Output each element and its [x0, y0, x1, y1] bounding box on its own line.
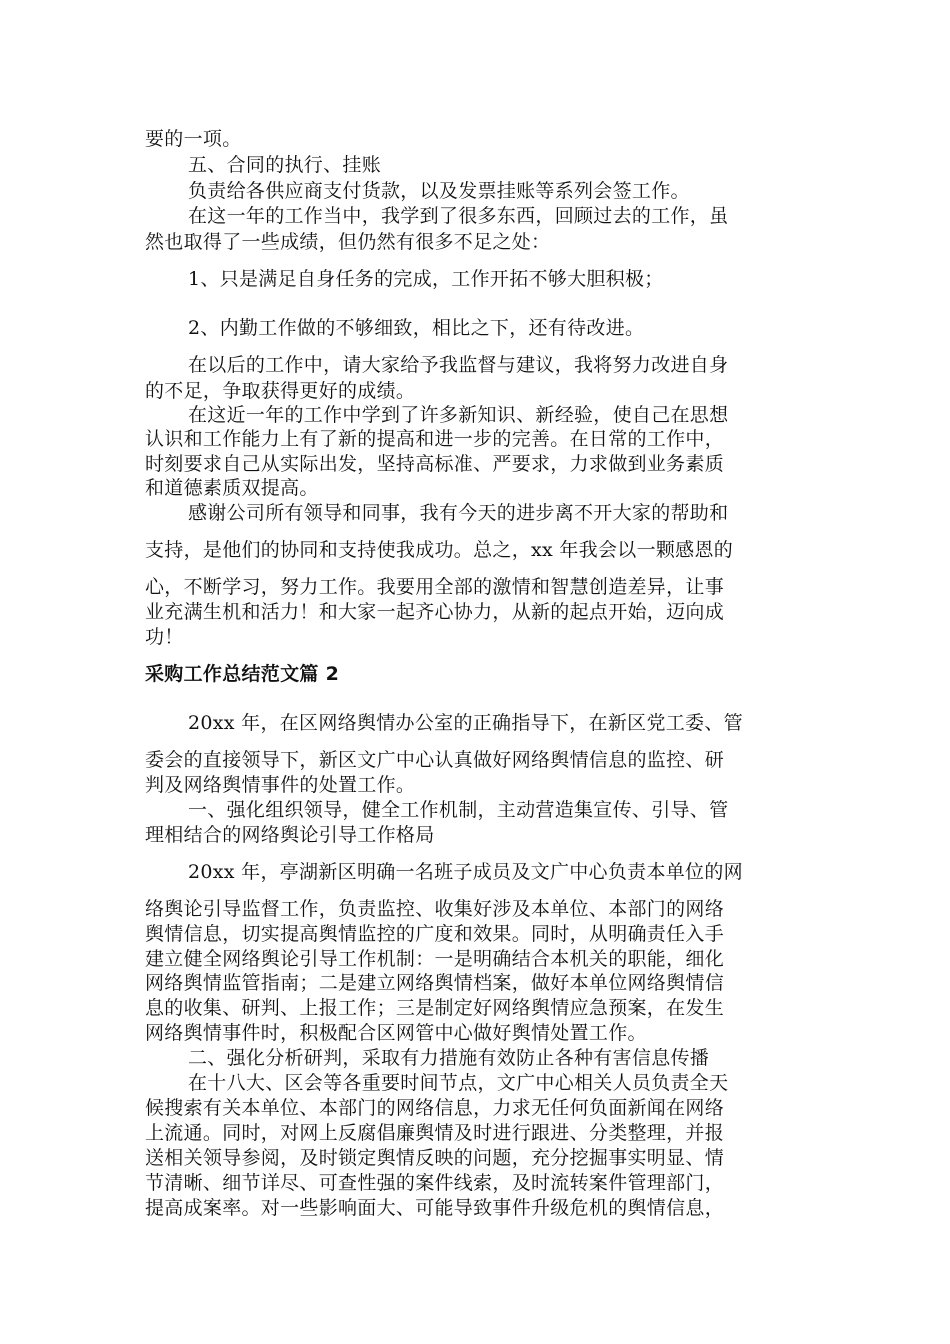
section-heading: 理相结合的网络舆论引导工作格局	[145, 824, 435, 846]
text-line: 建立健全网络舆论引导工作机制：一是明确结合本机关的职能，细化	[145, 948, 725, 970]
text-line: 舆情信息，切实提高舆情监控的广度和效果。同时，从明确责任入手	[145, 923, 725, 945]
text-line: 网络舆情事件时，积极配合区网管中心做好舆情处置工作。	[145, 1022, 647, 1044]
article-title: 采购工作总结范文篇 2	[145, 663, 340, 685]
paragraph-start: 感谢公司所有领导和同事，我有今天的进步离不开大家的帮助和	[188, 502, 729, 524]
text-line: 送相关领导参阅，及时锁定舆情反映的问题，充分挖掘事实明显、情	[145, 1147, 725, 1169]
text-line: 然也取得了一些成绩，但仍然有很多不足之处：	[145, 231, 551, 253]
text-line: 提高成案率。对一些影响面大、可能导致事件升级危机的舆情信息，	[145, 1197, 725, 1219]
text-line: 心，不断学习，努力工作。我要用全部的激情和智慧创造差异，让事	[145, 576, 725, 598]
list-item: 1、只是满足自身任务的完成，工作开拓不够大胆积极；	[188, 268, 664, 290]
text-line: 时刻要求自己从实际出发，坚持高标准、严要求，力求做到业务素质	[145, 453, 725, 475]
text-line: 上流通。同时，对网上反腐倡廉舆情及时进行跟进、分类整理，并报	[145, 1122, 725, 1144]
text-line: 支持，是他们的协同和支持使我成功。总之，xx 年我会以一颗感恩的	[145, 539, 734, 561]
paragraph-start: 在这一年的工作当中，我学到了很多东西，回顾过去的工作，虽	[188, 205, 729, 227]
text-line: 络舆论引导监督工作，负责监控、收集好涉及本单位、本部门的网络	[145, 898, 725, 920]
section-heading: 二、强化分析研判，采取有力措施有效防止各种有害信息传播	[188, 1047, 710, 1069]
text-line: 节清晰、细节详尽、可查性强的案件线索，及时流转案件管理部门，	[145, 1172, 725, 1194]
paragraph-start: 在以后的工作中，请大家给予我监督与建议，我将努力改进自身	[188, 354, 729, 376]
text-line: 判及网络舆情事件的处置工作。	[145, 774, 416, 796]
text-line: 要的一项。	[145, 128, 242, 150]
section-heading: 一、强化组织领导，健全工作机制，主动营造集宣传、引导、管	[188, 799, 729, 821]
text-line: 负责给各供应商支付货款，以及发票挂账等系列会签工作。	[188, 180, 690, 202]
text-line: 息的收集、研判、上报工作；三是制定好网络舆情应急预案，在发生	[145, 997, 725, 1019]
text-line: 委会的直接领导下，新区文广中心认真做好网络舆情信息的监控、研	[145, 749, 725, 771]
paragraph-start: 在这近一年的工作中学到了许多新知识、新经验，使自己在思想	[188, 404, 729, 426]
text-line: 候搜索有关本单位、本部门的网络信息，力求无任何负面新闻在网络	[145, 1097, 725, 1119]
paragraph-start: 20xx 年，在区网络舆情办公室的正确指导下，在新区党工委、管	[188, 712, 743, 734]
text-line: 业充满生机和活力！和大家一起齐心协力，从新的起点开始，迈向成	[145, 601, 725, 623]
text-line: 的不足，争取获得更好的成绩。	[145, 380, 416, 402]
paragraph-start: 20xx 年，亭湖新区明确一名班子成员及文广中心负责本单位的网	[188, 861, 743, 883]
text-line: 功！	[145, 626, 184, 648]
text-line: 认识和工作能力上有了新的提高和进一步的完善。在日常的工作中，	[145, 428, 725, 450]
text-line: 和道德素质双提高。	[145, 477, 319, 499]
list-item: 2、内勤工作做的不够细致，相比之下，还有待改进。	[188, 317, 645, 339]
paragraph-start: 在十八大、区会等各重要时间节点，文广中心相关人员负责全天	[188, 1072, 729, 1094]
text-line: 网络舆情监管指南；二是建立网络舆情档案，做好本单位网络舆情信	[145, 972, 725, 994]
section-heading: 五、合同的执行、挂账	[188, 154, 382, 176]
